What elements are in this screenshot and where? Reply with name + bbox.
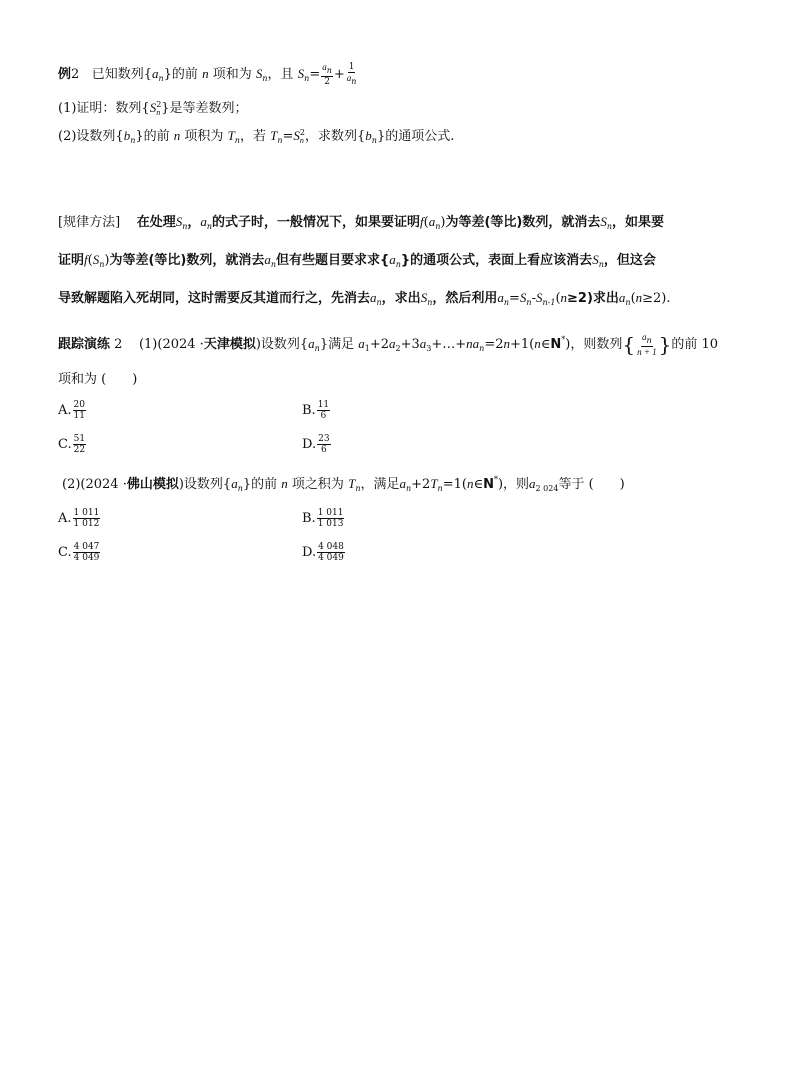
method-line-1: [规律方法] 在处理$S_n$，$a_n$的式子时，一般情况下，如果要证明$f(a_n)$为等差(等比)数列，就消去$S_n$，如果要 [58, 214, 665, 231]
method-line-2: 证明$f(S_n)$为等差(等比)数列，就消去$a_n$但有些题目要求求$\{a_n\}$的通项公式，表面上看应该消去$S_n$，但这会 [58, 252, 656, 269]
fraction-an-over-n-plus-1: $\frac{an}{n + 1}$ [637, 332, 657, 357]
option-D[interactable]: D. $\frac{23}{6}$ [302, 434, 330, 455]
example-label: 例 [58, 67, 72, 82]
practice-2-line-2: 项和为 ( ) [58, 372, 138, 387]
fraction-an-over-2: $\frac{an}{2}$ [322, 62, 332, 87]
fraction-1-over-an: $\frac{1}{an}$ [346, 62, 357, 86]
practice-2-line-1: 跟踪演练 2 (1)(2024 ·天津模拟)设数列$\{a_n\}$满足 $a_1+2a_2+3a_3+\dots+na_n=2n+1(n\in N^*)$，则数列{ $\frac{an}{n + 1}$ }的前 10 [58, 332, 719, 357]
method-line-3: 导致解题陷入死胡同，这时需要反其道而行之，先消去$a_n$，求出$S_n$，然后利用$a_n=S_n-S_{n-1}(n\ge 2)$求出$a_n(n\ge 2)$. [58, 290, 671, 307]
option-C[interactable]: C. $\frac{51}{22}$ [58, 434, 86, 455]
option-B[interactable]: B. $\frac{11}{6}$ [302, 400, 330, 421]
question-1: (1)证明：数列{S 2 n }是等差数列； [58, 99, 248, 117]
option-A[interactable]: A. $\frac{20}{11}$ [58, 400, 85, 421]
method-label: [规律方法] [58, 215, 121, 230]
source-foshan: 佛山模拟 [126, 477, 179, 492]
example-2-statement: 例2 已知数列$\{a_n\}$的前 n 项和为 $S_n$，且 $S_n=$ $\frac{an}{2}$ + $\frac{1}{an}$ [58, 62, 357, 87]
practice-2-part-2: (2)(2024 ·佛山模拟)设数列$\{a_n\}$的前 n 项之积为 $T_n$，满足$a_n+2T_n=1(n\in N^*)$，则$a_{2 024}$等于 ( ) [62, 475, 625, 493]
option-2-C[interactable]: C. $\frac{4 047}{4 049}$ [58, 542, 100, 563]
source-tianjin: 天津模拟 [203, 337, 256, 352]
question-2: (2)设数列$\{b_n\}$的前 n 项积为 $T_n$，若 $T_n=S$ 2 n ，求数列$\{b_n\}$的通项公式. [58, 127, 455, 145]
practice-label: 跟踪演练 [58, 337, 111, 352]
option-2-B[interactable]: B. $\frac{1 011}{1 013}$ [302, 508, 344, 529]
option-2-A[interactable]: A. $\frac{1 011}{1 012}$ [58, 508, 100, 529]
option-2-D[interactable]: D. $\frac{4 048}{4 049}$ [302, 542, 344, 563]
